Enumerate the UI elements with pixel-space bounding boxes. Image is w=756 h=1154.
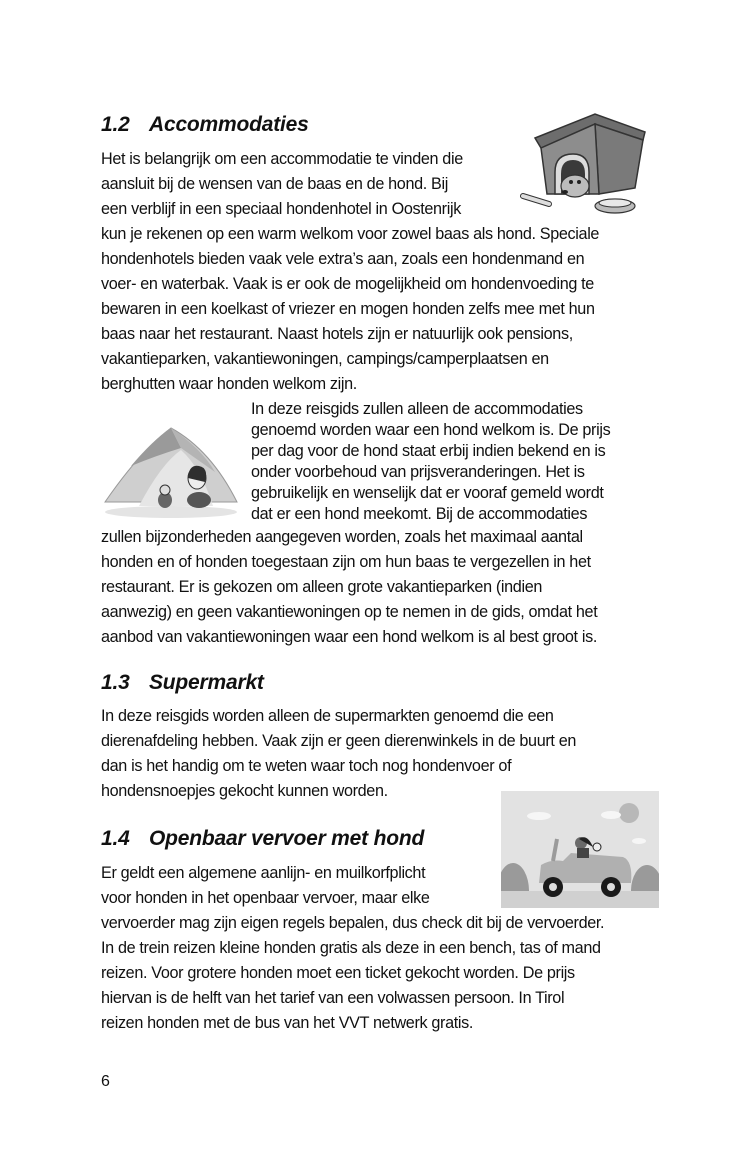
section-number: 1.2 xyxy=(101,113,130,136)
paragraph-line: vervoerder mag zijn eigen regels bepalen, dus check dit bij de vervoerder. xyxy=(101,914,605,932)
paragraph-line: per dag voor de hond staat erbij indien bekend en is xyxy=(251,442,606,460)
paragraph-line: gebruikelijk en wenselijk dat er vooraf gemeld wordt xyxy=(251,484,604,502)
page-number: 6 xyxy=(101,1073,110,1090)
paragraph-line: honden en of honden toegestaan zijn om hun baas te vergezellen in het xyxy=(101,553,591,571)
section-title: Supermarkt xyxy=(149,671,264,694)
paragraph-line: aanbod van vakantiewoningen waar een hond welkom is al best groot is. xyxy=(101,628,597,646)
section-title: Openbaar vervoer met hond xyxy=(149,827,425,850)
doghouse-illustration xyxy=(515,108,675,220)
paragraph-line: hondensnoepjes gekocht kunnen worden. xyxy=(101,782,388,800)
section-heading-1-4 xyxy=(101,827,424,851)
section-title: Accommodaties xyxy=(149,113,309,136)
paragraph-line: Er geldt een algemene aanlijn- en muilkorfplicht xyxy=(101,864,426,882)
paragraph-line: baas naar het restaurant. Naast hotels zijn er natuurlijk ook pensions, xyxy=(101,325,573,343)
section-heading-1-3 xyxy=(101,671,264,695)
paragraph-line: dierenafdeling hebben. Vaak zijn er geen dierenwinkels in de buurt en xyxy=(101,732,577,750)
paragraph-line: hiervan is de helft van het tarief van een volwassen persoon. In Tirol xyxy=(101,989,565,1007)
paragraph-line: Het is belangrijk om een accommodatie te vinden die xyxy=(101,150,463,168)
paragraph-line: aansluit bij de wensen van de baas en de hond. Bij xyxy=(101,175,448,193)
section-number: 1.3 xyxy=(101,671,130,694)
section-number: 1.4 xyxy=(101,827,130,850)
paragraph-line: In de trein reizen kleine honden gratis als deze in een bench, tas of mand xyxy=(101,939,601,957)
paragraph-line: reizen honden met de bus van het VVT netwerk gratis. xyxy=(101,1014,474,1032)
tent-illustration xyxy=(101,420,241,520)
paragraph-line: bewaren in een koelkast of vriezer en mogen honden zelfs mee met hun xyxy=(101,300,595,318)
paragraph-line: vakantieparken, vakantiewoningen, campings/camperplaatsen en xyxy=(101,350,549,368)
section-heading-1-2 xyxy=(101,113,309,137)
car-illustration xyxy=(501,791,659,908)
paragraph-line: berghutten waar honden welkom zijn. xyxy=(101,375,357,393)
paragraph-line: kun je rekenen op een warm welkom voor zowel baas als hond. Speciale xyxy=(101,225,600,243)
paragraph-line: zullen bijzonderheden aangegeven worden, zoals het maximaal aantal xyxy=(101,528,583,546)
paragraph-line: dat er een hond meekomt. Bij de accommodaties xyxy=(251,505,588,523)
paragraph-line: aanwezig) en geen vakantiewoningen op te nemen in de gids, omdat het xyxy=(101,603,598,621)
paragraph-line: restaurant. Er is gekozen om alleen grote vakantieparken (indien xyxy=(101,578,543,596)
paragraph-line: genoemd worden waar een hond welkom is. De prijs xyxy=(251,421,611,439)
paragraph-line: voor honden in het openbaar vervoer, maar elke xyxy=(101,889,430,907)
paragraph-line: een verblijf in een speciaal hondenhotel in Oostenrijk xyxy=(101,200,461,218)
paragraph-line: onder voorbehoud van prijsveranderingen. Het is xyxy=(251,463,585,481)
paragraph-line: voer- en waterbak. Vaak is er ook de mogelijkheid om hondenvoeding te xyxy=(101,275,594,293)
paragraph-line: In deze reisgids worden alleen de supermarkten genoemd die een xyxy=(101,707,554,725)
paragraph-line: hondenhotels bieden vaak vele extra’s aan, zoals een hondenmand en xyxy=(101,250,585,268)
paragraph-line: In deze reisgids zullen alleen de accommodaties xyxy=(251,400,583,418)
paragraph-line: dan is het handig om te weten waar toch nog hondenvoer of xyxy=(101,757,512,775)
paragraph-line: reizen. Voor grotere honden moet een ticket gekocht worden. De prijs xyxy=(101,964,575,982)
